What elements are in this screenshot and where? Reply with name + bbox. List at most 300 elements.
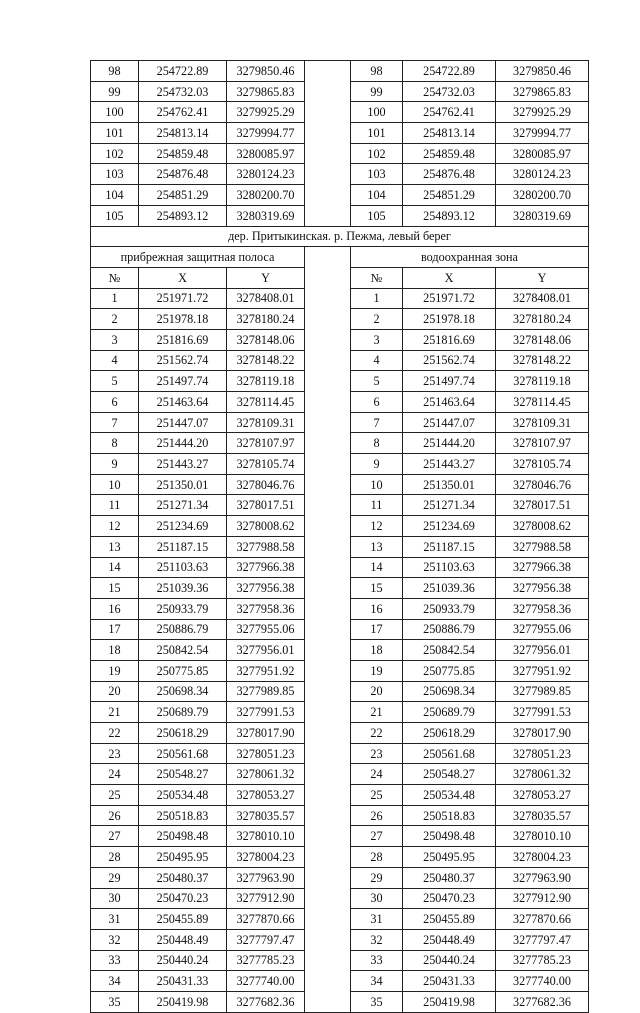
right-x-coordinate: 251978.18 bbox=[403, 309, 496, 330]
right-x-coordinate: 250548.27 bbox=[403, 764, 496, 785]
right-y-coordinate: 3277956.01 bbox=[496, 640, 589, 661]
left-point-number: 26 bbox=[91, 805, 139, 826]
right-point-number: 19 bbox=[351, 660, 403, 681]
left-x-coordinate: 251039.36 bbox=[139, 578, 227, 599]
left-y-coordinate: 3278046.76 bbox=[227, 474, 305, 495]
right-x-coordinate: 251447.07 bbox=[403, 412, 496, 433]
right-y-coordinate: 3278119.18 bbox=[496, 371, 589, 392]
table-row bbox=[91, 309, 589, 330]
right-x-coordinate: 250495.95 bbox=[403, 847, 496, 868]
right-x-coordinate: 250518.83 bbox=[403, 805, 496, 826]
left-point-number: 102 bbox=[91, 143, 139, 164]
right-y-coordinate: 3277989.85 bbox=[496, 681, 589, 702]
right-x-coordinate: 250419.98 bbox=[403, 991, 496, 1012]
left-y-coordinate: 3278004.23 bbox=[227, 847, 305, 868]
right-x-coordinate: 250534.48 bbox=[403, 785, 496, 806]
table-row bbox=[91, 826, 589, 847]
column-gap bbox=[305, 185, 351, 206]
left-point-number: 23 bbox=[91, 743, 139, 764]
right-x-coordinate: 250440.24 bbox=[403, 950, 496, 971]
right-y-coordinate: 3278408.01 bbox=[496, 288, 589, 309]
left-x-coordinate: 251971.72 bbox=[139, 288, 227, 309]
column-gap bbox=[305, 267, 351, 288]
right-x-coordinate: 254876.48 bbox=[403, 164, 496, 185]
right-y-coordinate: 3278010.10 bbox=[496, 826, 589, 847]
left-x-coordinate: 254732.03 bbox=[139, 81, 227, 102]
left-col-number-header: № bbox=[91, 267, 139, 288]
left-x-coordinate: 251447.07 bbox=[139, 412, 227, 433]
right-x-coordinate: 250775.85 bbox=[403, 660, 496, 681]
left-x-coordinate: 250561.68 bbox=[139, 743, 227, 764]
column-gap bbox=[305, 826, 351, 847]
left-y-coordinate: 3278114.45 bbox=[227, 392, 305, 413]
left-heading: прибрежная защитная полоса bbox=[91, 247, 305, 268]
column-gap bbox=[305, 743, 351, 764]
left-y-coordinate: 3280124.23 bbox=[227, 164, 305, 185]
left-x-coordinate: 254813.14 bbox=[139, 123, 227, 144]
left-y-coordinate: 3278010.10 bbox=[227, 826, 305, 847]
right-point-number: 4 bbox=[351, 350, 403, 371]
left-point-number: 22 bbox=[91, 723, 139, 744]
table-row bbox=[91, 950, 589, 971]
right-y-coordinate: 3278008.62 bbox=[496, 516, 589, 537]
column-gap bbox=[305, 516, 351, 537]
column-gap bbox=[305, 640, 351, 661]
left-y-coordinate: 3278109.31 bbox=[227, 412, 305, 433]
right-point-number: 30 bbox=[351, 888, 403, 909]
right-x-coordinate: 251187.15 bbox=[403, 536, 496, 557]
left-point-number: 21 bbox=[91, 702, 139, 723]
right-point-number: 21 bbox=[351, 702, 403, 723]
left-x-coordinate: 250618.29 bbox=[139, 723, 227, 744]
left-x-coordinate: 250689.79 bbox=[139, 702, 227, 723]
left-point-number: 19 bbox=[91, 660, 139, 681]
column-gap bbox=[305, 205, 351, 226]
column-gap bbox=[305, 598, 351, 619]
left-x-coordinate: 254893.12 bbox=[139, 205, 227, 226]
left-y-coordinate: 3280085.97 bbox=[227, 143, 305, 164]
right-y-coordinate: 3280319.69 bbox=[496, 205, 589, 226]
left-y-coordinate: 3277740.00 bbox=[227, 971, 305, 992]
column-gap bbox=[305, 557, 351, 578]
right-y-coordinate: 3277797.47 bbox=[496, 929, 589, 950]
left-x-coordinate: 250933.79 bbox=[139, 598, 227, 619]
right-x-coordinate: 250618.29 bbox=[403, 723, 496, 744]
right-y-coordinate: 3278180.24 bbox=[496, 309, 589, 330]
left-y-coordinate: 3277988.58 bbox=[227, 536, 305, 557]
right-y-coordinate: 3278053.27 bbox=[496, 785, 589, 806]
right-point-number: 24 bbox=[351, 764, 403, 785]
right-x-coordinate: 251971.72 bbox=[403, 288, 496, 309]
right-y-coordinate: 3279865.83 bbox=[496, 81, 589, 102]
column-gap bbox=[305, 81, 351, 102]
left-point-number: 13 bbox=[91, 536, 139, 557]
right-y-coordinate: 3277870.66 bbox=[496, 909, 589, 930]
column-gap bbox=[305, 764, 351, 785]
right-point-number: 33 bbox=[351, 950, 403, 971]
left-point-number: 9 bbox=[91, 454, 139, 475]
right-point-number: 35 bbox=[351, 991, 403, 1012]
table-row bbox=[91, 474, 589, 495]
right-x-coordinate: 251271.34 bbox=[403, 495, 496, 516]
right-y-coordinate: 3277966.38 bbox=[496, 557, 589, 578]
left-point-number: 2 bbox=[91, 309, 139, 330]
left-x-coordinate: 250498.48 bbox=[139, 826, 227, 847]
column-gap bbox=[305, 929, 351, 950]
left-y-coordinate: 3278008.62 bbox=[227, 516, 305, 537]
left-point-number: 104 bbox=[91, 185, 139, 206]
left-point-number: 101 bbox=[91, 123, 139, 144]
column-gap bbox=[305, 950, 351, 971]
right-y-coordinate: 3277912.90 bbox=[496, 888, 589, 909]
left-point-number: 103 bbox=[91, 164, 139, 185]
table-row bbox=[91, 681, 589, 702]
right-point-number: 13 bbox=[351, 536, 403, 557]
right-point-number: 17 bbox=[351, 619, 403, 640]
right-x-coordinate: 254851.29 bbox=[403, 185, 496, 206]
column-gap bbox=[305, 102, 351, 123]
column-gap bbox=[305, 433, 351, 454]
column-gap bbox=[305, 991, 351, 1012]
left-point-number: 29 bbox=[91, 867, 139, 888]
left-point-number: 28 bbox=[91, 847, 139, 868]
right-point-number: 8 bbox=[351, 433, 403, 454]
left-y-coordinate: 3278119.18 bbox=[227, 371, 305, 392]
left-x-coordinate: 250842.54 bbox=[139, 640, 227, 661]
column-gap bbox=[305, 392, 351, 413]
right-point-number: 26 bbox=[351, 805, 403, 826]
left-point-number: 1 bbox=[91, 288, 139, 309]
right-point-number: 9 bbox=[351, 454, 403, 475]
right-point-number: 20 bbox=[351, 681, 403, 702]
right-point-number: 3 bbox=[351, 329, 403, 350]
column-gap bbox=[305, 723, 351, 744]
left-y-coordinate: 3277682.36 bbox=[227, 991, 305, 1012]
column-gap bbox=[305, 785, 351, 806]
left-x-coordinate: 250534.48 bbox=[139, 785, 227, 806]
left-y-coordinate: 3278180.24 bbox=[227, 309, 305, 330]
column-gap bbox=[305, 702, 351, 723]
column-gap bbox=[305, 61, 351, 82]
left-point-number: 11 bbox=[91, 495, 139, 516]
right-x-coordinate: 250498.48 bbox=[403, 826, 496, 847]
right-x-coordinate: 250561.68 bbox=[403, 743, 496, 764]
column-gap bbox=[305, 805, 351, 826]
right-x-coordinate: 254893.12 bbox=[403, 205, 496, 226]
left-x-coordinate: 251562.74 bbox=[139, 350, 227, 371]
right-point-number: 28 bbox=[351, 847, 403, 868]
left-x-coordinate: 251444.20 bbox=[139, 433, 227, 454]
column-gap bbox=[305, 909, 351, 930]
right-x-coordinate: 250842.54 bbox=[403, 640, 496, 661]
right-point-number: 1 bbox=[351, 288, 403, 309]
column-gap bbox=[305, 123, 351, 144]
table-row bbox=[91, 516, 589, 537]
right-x-coordinate: 251234.69 bbox=[403, 516, 496, 537]
left-y-coordinate: 3277991.53 bbox=[227, 702, 305, 723]
right-point-number: 12 bbox=[351, 516, 403, 537]
left-x-coordinate: 251816.69 bbox=[139, 329, 227, 350]
left-point-number: 14 bbox=[91, 557, 139, 578]
left-point-number: 10 bbox=[91, 474, 139, 495]
table-row bbox=[91, 888, 589, 909]
right-point-number: 14 bbox=[351, 557, 403, 578]
column-gap bbox=[305, 288, 351, 309]
right-y-coordinate: 3277785.23 bbox=[496, 950, 589, 971]
right-y-coordinate: 3277958.36 bbox=[496, 598, 589, 619]
table-row bbox=[91, 929, 589, 950]
right-x-coordinate: 250698.34 bbox=[403, 681, 496, 702]
right-point-number: 15 bbox=[351, 578, 403, 599]
left-y-coordinate: 3277912.90 bbox=[227, 888, 305, 909]
left-x-coordinate: 251978.18 bbox=[139, 309, 227, 330]
right-point-number: 10 bbox=[351, 474, 403, 495]
right-y-coordinate: 3280085.97 bbox=[496, 143, 589, 164]
left-y-coordinate: 3277956.01 bbox=[227, 640, 305, 661]
left-x-coordinate: 251271.34 bbox=[139, 495, 227, 516]
left-point-number: 3 bbox=[91, 329, 139, 350]
left-y-coordinate: 3277966.38 bbox=[227, 557, 305, 578]
right-y-coordinate: 3277740.00 bbox=[496, 971, 589, 992]
left-x-coordinate: 250495.95 bbox=[139, 847, 227, 868]
left-x-coordinate: 250480.37 bbox=[139, 867, 227, 888]
section-heading-row bbox=[91, 247, 589, 268]
left-point-number: 16 bbox=[91, 598, 139, 619]
right-x-coordinate: 250470.23 bbox=[403, 888, 496, 909]
table-row bbox=[91, 640, 589, 661]
right-point-number: 23 bbox=[351, 743, 403, 764]
table-row bbox=[91, 536, 589, 557]
column-gap bbox=[305, 329, 351, 350]
column-gap bbox=[305, 454, 351, 475]
table-row bbox=[91, 288, 589, 309]
table-row bbox=[91, 81, 589, 102]
left-y-coordinate: 3277956.38 bbox=[227, 578, 305, 599]
left-col-x-header: X bbox=[139, 267, 227, 288]
right-heading: водоохранная зона bbox=[351, 247, 589, 268]
table-row bbox=[91, 723, 589, 744]
left-y-coordinate: 3277963.90 bbox=[227, 867, 305, 888]
table-row bbox=[91, 412, 589, 433]
right-x-coordinate: 254762.41 bbox=[403, 102, 496, 123]
column-gap bbox=[305, 247, 351, 268]
left-point-number: 5 bbox=[91, 371, 139, 392]
right-y-coordinate: 3278035.57 bbox=[496, 805, 589, 826]
left-y-coordinate: 3278408.01 bbox=[227, 288, 305, 309]
left-y-coordinate: 3278017.51 bbox=[227, 495, 305, 516]
left-point-number: 98 bbox=[91, 61, 139, 82]
table-row bbox=[91, 660, 589, 681]
left-y-coordinate: 3279865.83 bbox=[227, 81, 305, 102]
column-gap bbox=[305, 867, 351, 888]
left-x-coordinate: 254851.29 bbox=[139, 185, 227, 206]
left-point-number: 105 bbox=[91, 205, 139, 226]
right-y-coordinate: 3279925.29 bbox=[496, 102, 589, 123]
table-row bbox=[91, 971, 589, 992]
left-y-coordinate: 3277958.36 bbox=[227, 598, 305, 619]
right-x-coordinate: 250431.33 bbox=[403, 971, 496, 992]
left-x-coordinate: 250448.49 bbox=[139, 929, 227, 950]
table-row bbox=[91, 454, 589, 475]
column-gap bbox=[305, 660, 351, 681]
right-x-coordinate: 250455.89 bbox=[403, 909, 496, 930]
table-row bbox=[91, 598, 589, 619]
left-point-number: 8 bbox=[91, 433, 139, 454]
right-y-coordinate: 3280200.70 bbox=[496, 185, 589, 206]
right-y-coordinate: 3277951.92 bbox=[496, 660, 589, 681]
right-y-coordinate: 3278148.22 bbox=[496, 350, 589, 371]
left-point-number: 100 bbox=[91, 102, 139, 123]
left-y-coordinate: 3278051.23 bbox=[227, 743, 305, 764]
left-point-number: 35 bbox=[91, 991, 139, 1012]
section-title: дер. Притыкинская. р. Пежма, левый берег bbox=[91, 226, 589, 247]
coordinates-table-body bbox=[91, 61, 589, 1013]
right-x-coordinate: 254813.14 bbox=[403, 123, 496, 144]
column-gap bbox=[305, 143, 351, 164]
left-y-coordinate: 3278107.97 bbox=[227, 433, 305, 454]
left-point-number: 34 bbox=[91, 971, 139, 992]
left-y-coordinate: 3277955.06 bbox=[227, 619, 305, 640]
left-x-coordinate: 254876.48 bbox=[139, 164, 227, 185]
right-x-coordinate: 251816.69 bbox=[403, 329, 496, 350]
right-x-coordinate: 254732.03 bbox=[403, 81, 496, 102]
right-col-x-header: X bbox=[403, 267, 496, 288]
right-y-coordinate: 3277988.58 bbox=[496, 536, 589, 557]
left-y-coordinate: 3277951.92 bbox=[227, 660, 305, 681]
table-row bbox=[91, 123, 589, 144]
right-y-coordinate: 3277963.90 bbox=[496, 867, 589, 888]
right-y-coordinate: 3278017.51 bbox=[496, 495, 589, 516]
right-y-coordinate: 3278107.97 bbox=[496, 433, 589, 454]
table-row bbox=[91, 785, 589, 806]
table-row bbox=[91, 205, 589, 226]
left-y-coordinate: 3277785.23 bbox=[227, 950, 305, 971]
right-point-number: 102 bbox=[351, 143, 403, 164]
right-y-coordinate: 3278046.76 bbox=[496, 474, 589, 495]
right-y-coordinate: 3278004.23 bbox=[496, 847, 589, 868]
left-point-number: 4 bbox=[91, 350, 139, 371]
right-y-coordinate: 3279994.77 bbox=[496, 123, 589, 144]
left-y-coordinate: 3278053.27 bbox=[227, 785, 305, 806]
left-y-coordinate: 3277797.47 bbox=[227, 929, 305, 950]
table-row bbox=[91, 702, 589, 723]
right-x-coordinate: 251463.64 bbox=[403, 392, 496, 413]
table-row bbox=[91, 847, 589, 868]
right-col-y-header: Y bbox=[496, 267, 589, 288]
column-gap bbox=[305, 474, 351, 495]
left-point-number: 12 bbox=[91, 516, 139, 537]
right-col-number-header: № bbox=[351, 267, 403, 288]
right-y-coordinate: 3277956.38 bbox=[496, 578, 589, 599]
table-row bbox=[91, 164, 589, 185]
left-point-number: 20 bbox=[91, 681, 139, 702]
left-y-coordinate: 3278105.74 bbox=[227, 454, 305, 475]
right-point-number: 105 bbox=[351, 205, 403, 226]
left-x-coordinate: 251497.74 bbox=[139, 371, 227, 392]
column-gap bbox=[305, 350, 351, 371]
left-point-number: 15 bbox=[91, 578, 139, 599]
column-gap bbox=[305, 971, 351, 992]
left-point-number: 27 bbox=[91, 826, 139, 847]
table-row bbox=[91, 185, 589, 206]
column-gap bbox=[305, 495, 351, 516]
left-x-coordinate: 251443.27 bbox=[139, 454, 227, 475]
right-y-coordinate: 3278109.31 bbox=[496, 412, 589, 433]
right-y-coordinate: 3278017.90 bbox=[496, 723, 589, 744]
left-y-coordinate: 3278035.57 bbox=[227, 805, 305, 826]
left-y-coordinate: 3279850.46 bbox=[227, 61, 305, 82]
left-x-coordinate: 250470.23 bbox=[139, 888, 227, 909]
table-row bbox=[91, 392, 589, 413]
left-point-number: 7 bbox=[91, 412, 139, 433]
column-gap bbox=[305, 164, 351, 185]
column-gap bbox=[305, 412, 351, 433]
table-row bbox=[91, 102, 589, 123]
left-x-coordinate: 250440.24 bbox=[139, 950, 227, 971]
right-point-number: 34 bbox=[351, 971, 403, 992]
right-y-coordinate: 3279850.46 bbox=[496, 61, 589, 82]
right-y-coordinate: 3278061.32 bbox=[496, 764, 589, 785]
right-x-coordinate: 251497.74 bbox=[403, 371, 496, 392]
right-y-coordinate: 3278148.06 bbox=[496, 329, 589, 350]
right-point-number: 16 bbox=[351, 598, 403, 619]
table-row bbox=[91, 61, 589, 82]
right-x-coordinate: 250480.37 bbox=[403, 867, 496, 888]
right-point-number: 99 bbox=[351, 81, 403, 102]
right-y-coordinate: 3280124.23 bbox=[496, 164, 589, 185]
right-x-coordinate: 250448.49 bbox=[403, 929, 496, 950]
table-row bbox=[91, 867, 589, 888]
right-y-coordinate: 3278114.45 bbox=[496, 392, 589, 413]
right-x-coordinate: 251103.63 bbox=[403, 557, 496, 578]
left-x-coordinate: 254859.48 bbox=[139, 143, 227, 164]
left-point-number: 33 bbox=[91, 950, 139, 971]
left-x-coordinate: 251234.69 bbox=[139, 516, 227, 537]
left-point-number: 18 bbox=[91, 640, 139, 661]
right-x-coordinate: 250886.79 bbox=[403, 619, 496, 640]
table-row bbox=[91, 495, 589, 516]
right-point-number: 29 bbox=[351, 867, 403, 888]
table-row bbox=[91, 143, 589, 164]
right-point-number: 11 bbox=[351, 495, 403, 516]
right-y-coordinate: 3278051.23 bbox=[496, 743, 589, 764]
right-x-coordinate: 251039.36 bbox=[403, 578, 496, 599]
left-point-number: 30 bbox=[91, 888, 139, 909]
left-y-coordinate: 3277870.66 bbox=[227, 909, 305, 930]
table-row bbox=[91, 743, 589, 764]
right-x-coordinate: 251444.20 bbox=[403, 433, 496, 454]
column-gap bbox=[305, 578, 351, 599]
left-x-coordinate: 250548.27 bbox=[139, 764, 227, 785]
left-y-coordinate: 3280200.70 bbox=[227, 185, 305, 206]
left-col-y-header: Y bbox=[227, 267, 305, 288]
left-point-number: 31 bbox=[91, 909, 139, 930]
right-y-coordinate: 3277682.36 bbox=[496, 991, 589, 1012]
right-point-number: 5 bbox=[351, 371, 403, 392]
right-point-number: 6 bbox=[351, 392, 403, 413]
table-row bbox=[91, 991, 589, 1012]
left-x-coordinate: 250775.85 bbox=[139, 660, 227, 681]
left-y-coordinate: 3279994.77 bbox=[227, 123, 305, 144]
right-x-coordinate: 250933.79 bbox=[403, 598, 496, 619]
table-row bbox=[91, 578, 589, 599]
table-row bbox=[91, 433, 589, 454]
table-row bbox=[91, 329, 589, 350]
table-row bbox=[91, 764, 589, 785]
table-row bbox=[91, 350, 589, 371]
left-y-coordinate: 3278148.06 bbox=[227, 329, 305, 350]
right-point-number: 31 bbox=[351, 909, 403, 930]
